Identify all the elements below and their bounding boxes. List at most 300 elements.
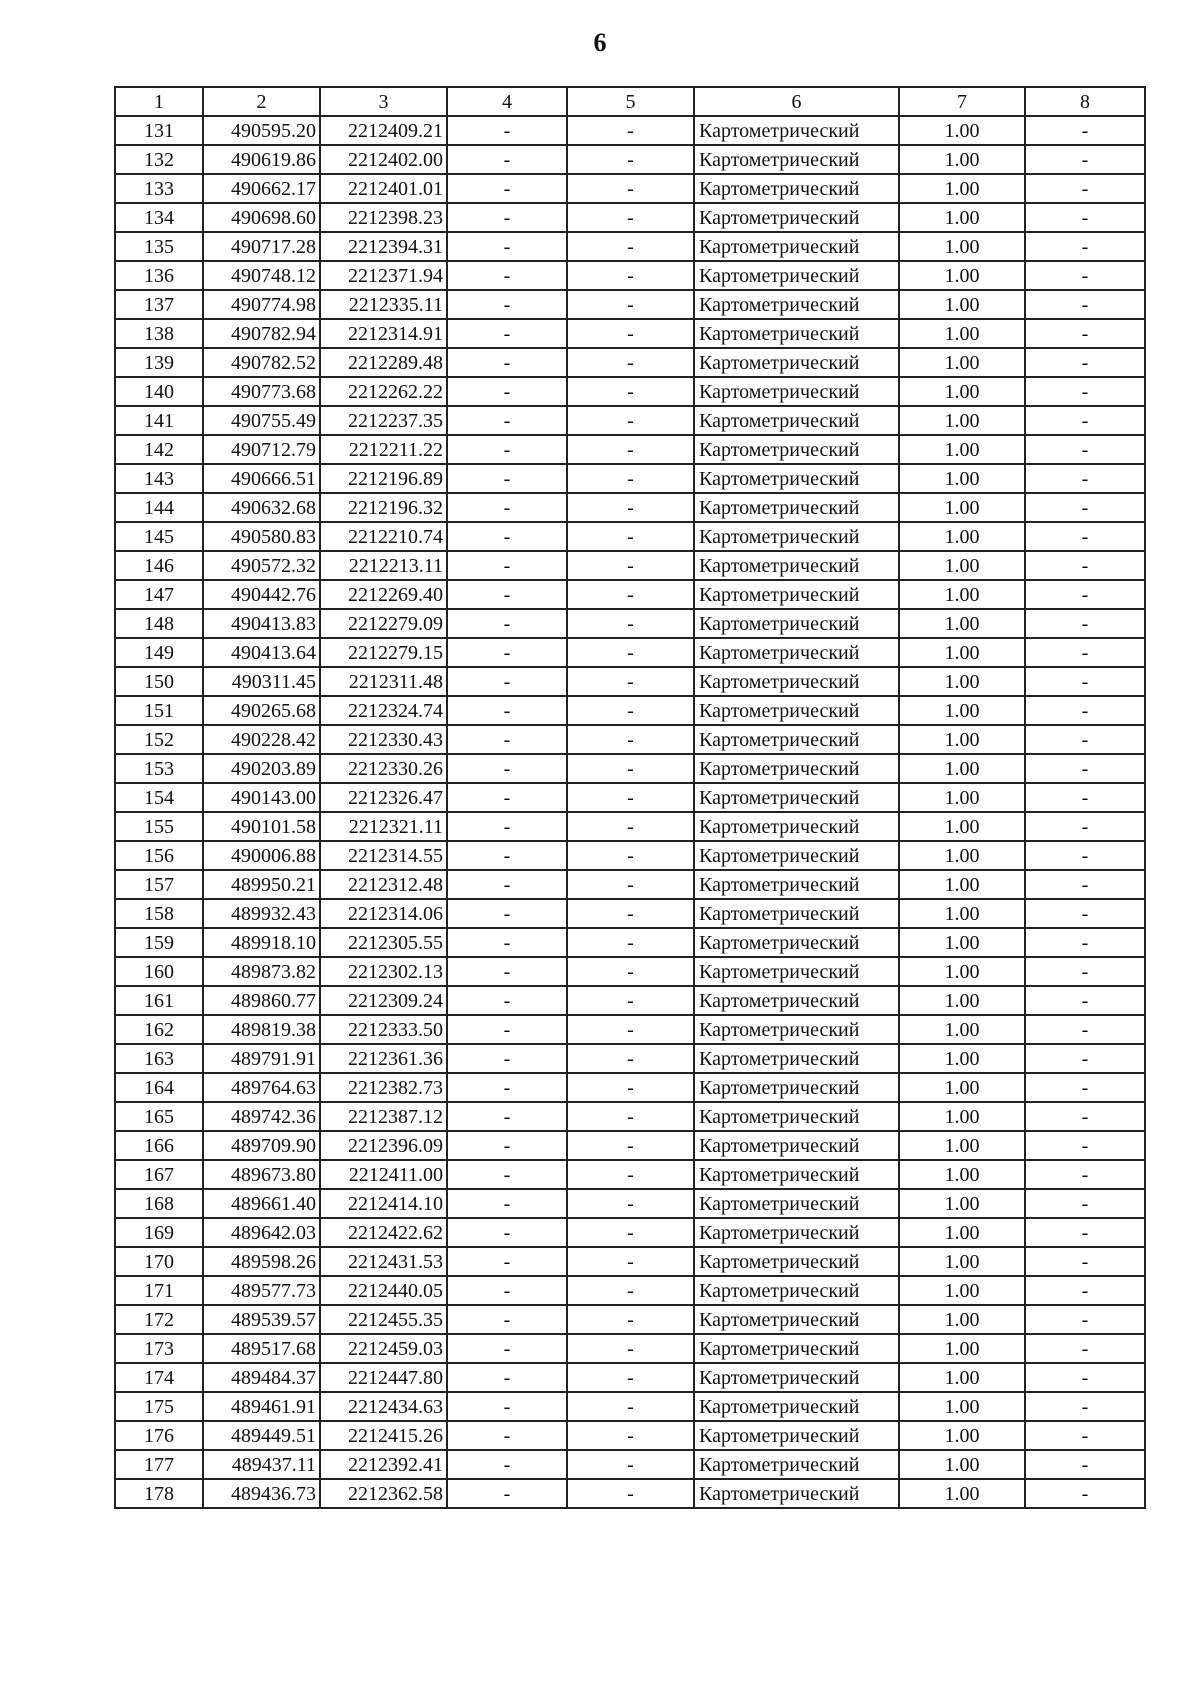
table-row [115, 899, 1145, 928]
column-5-cell: - [567, 1247, 694, 1276]
y-coordinate-cell: 2212279.09 [320, 609, 447, 638]
column-8-cell: - [1025, 928, 1145, 957]
column-5-cell: - [567, 696, 694, 725]
method-cell: Картометрический [694, 174, 899, 203]
x-coordinate-cell: 489577.73 [203, 1276, 320, 1305]
header-row [115, 87, 1145, 116]
method-cell: Картометрический [694, 609, 899, 638]
method-cell: Картометрический [694, 203, 899, 232]
method-cell: Картометрический [694, 986, 899, 1015]
column-5-cell: - [567, 1450, 694, 1479]
point-number-cell: 159 [115, 928, 203, 957]
point-number-cell: 148 [115, 609, 203, 638]
column-5-cell: - [567, 899, 694, 928]
x-coordinate-cell: 490413.83 [203, 609, 320, 638]
column-5-cell: - [567, 928, 694, 957]
y-coordinate-cell: 2212269.40 [320, 580, 447, 609]
accuracy-cell: 1.00 [899, 406, 1025, 435]
column-5-cell: - [567, 406, 694, 435]
method-cell: Картометрический [694, 1334, 899, 1363]
table-row [115, 580, 1145, 609]
column-4-cell: - [447, 116, 567, 145]
accuracy-cell: 1.00 [899, 1102, 1025, 1131]
point-number-cell: 147 [115, 580, 203, 609]
column-8-cell: - [1025, 319, 1145, 348]
column-5-cell: - [567, 1160, 694, 1189]
y-coordinate-cell: 2212326.47 [320, 783, 447, 812]
column-8-cell: - [1025, 348, 1145, 377]
method-cell: Картометрический [694, 1450, 899, 1479]
method-cell: Картометрический [694, 348, 899, 377]
y-coordinate-cell: 2212196.89 [320, 464, 447, 493]
method-cell: Картометрический [694, 435, 899, 464]
x-coordinate-cell: 489449.51 [203, 1421, 320, 1450]
table-row [115, 725, 1145, 754]
point-number-cell: 160 [115, 957, 203, 986]
table-row [115, 841, 1145, 870]
column-4-cell: - [447, 1247, 567, 1276]
x-coordinate-cell: 489860.77 [203, 986, 320, 1015]
y-coordinate-cell: 2212211.22 [320, 435, 447, 464]
column-8-cell: - [1025, 696, 1145, 725]
point-number-cell: 157 [115, 870, 203, 899]
column-5-cell: - [567, 1189, 694, 1218]
column-header-7: 7 [899, 87, 1025, 116]
column-4-cell: - [447, 1102, 567, 1131]
column-4-cell: - [447, 841, 567, 870]
table-row [115, 1044, 1145, 1073]
column-4-cell: - [447, 406, 567, 435]
column-4-cell: - [447, 754, 567, 783]
column-8-cell: - [1025, 377, 1145, 406]
point-number-cell: 135 [115, 232, 203, 261]
accuracy-cell: 1.00 [899, 812, 1025, 841]
column-4-cell: - [447, 1276, 567, 1305]
column-4-cell: - [447, 377, 567, 406]
method-cell: Картометрический [694, 232, 899, 261]
column-8-cell: - [1025, 116, 1145, 145]
column-8-cell: - [1025, 1189, 1145, 1218]
table-row [115, 435, 1145, 464]
accuracy-cell: 1.00 [899, 435, 1025, 464]
column-4-cell: - [447, 899, 567, 928]
method-cell: Картометрический [694, 1015, 899, 1044]
column-5-cell: - [567, 725, 694, 754]
column-4-cell: - [447, 522, 567, 551]
column-8-cell: - [1025, 1450, 1145, 1479]
column-5-cell: - [567, 1363, 694, 1392]
point-number-cell: 131 [115, 116, 203, 145]
method-cell: Картометрический [694, 1363, 899, 1392]
column-4-cell: - [447, 290, 567, 319]
method-cell: Картометрический [694, 812, 899, 841]
x-coordinate-cell: 490662.17 [203, 174, 320, 203]
column-5-cell: - [567, 667, 694, 696]
x-coordinate-cell: 489932.43 [203, 899, 320, 928]
x-coordinate-cell: 489437.11 [203, 1450, 320, 1479]
column-header-8: 8 [1025, 87, 1145, 116]
x-coordinate-cell: 490572.32 [203, 551, 320, 580]
column-8-cell: - [1025, 1102, 1145, 1131]
accuracy-cell: 1.00 [899, 928, 1025, 957]
accuracy-cell: 1.00 [899, 145, 1025, 174]
point-number-cell: 146 [115, 551, 203, 580]
column-8-cell: - [1025, 1131, 1145, 1160]
column-8-cell: - [1025, 1421, 1145, 1450]
accuracy-cell: 1.00 [899, 783, 1025, 812]
table-row [115, 812, 1145, 841]
column-8-cell: - [1025, 1305, 1145, 1334]
accuracy-cell: 1.00 [899, 1421, 1025, 1450]
y-coordinate-cell: 2212279.15 [320, 638, 447, 667]
table-row [115, 1421, 1145, 1450]
y-coordinate-cell: 2212415.26 [320, 1421, 447, 1450]
x-coordinate-cell: 490311.45 [203, 667, 320, 696]
table-row [115, 638, 1145, 667]
column-5-cell: - [567, 580, 694, 609]
column-5-cell: - [567, 1421, 694, 1450]
column-8-cell: - [1025, 986, 1145, 1015]
x-coordinate-cell: 489819.38 [203, 1015, 320, 1044]
column-5-cell: - [567, 551, 694, 580]
accuracy-cell: 1.00 [899, 261, 1025, 290]
table-header [115, 87, 1145, 116]
x-coordinate-cell: 490782.52 [203, 348, 320, 377]
y-coordinate-cell: 2212333.50 [320, 1015, 447, 1044]
table-row [115, 667, 1145, 696]
point-number-cell: 162 [115, 1015, 203, 1044]
y-coordinate-cell: 2212440.05 [320, 1276, 447, 1305]
column-4-cell: - [447, 145, 567, 174]
x-coordinate-cell: 489673.80 [203, 1160, 320, 1189]
y-coordinate-cell: 2212455.35 [320, 1305, 447, 1334]
accuracy-cell: 1.00 [899, 1015, 1025, 1044]
column-5-cell: - [567, 145, 694, 174]
x-coordinate-cell: 489484.37 [203, 1363, 320, 1392]
column-5-cell: - [567, 754, 694, 783]
column-header-1: 1 [115, 87, 203, 116]
column-4-cell: - [447, 783, 567, 812]
table-row [115, 1218, 1145, 1247]
method-cell: Картометрический [694, 638, 899, 667]
accuracy-cell: 1.00 [899, 1044, 1025, 1073]
column-5-cell: - [567, 522, 694, 551]
column-5-cell: - [567, 1305, 694, 1334]
column-5-cell: - [567, 348, 694, 377]
x-coordinate-cell: 490755.49 [203, 406, 320, 435]
column-8-cell: - [1025, 725, 1145, 754]
column-8-cell: - [1025, 406, 1145, 435]
point-number-cell: 172 [115, 1305, 203, 1334]
table-row [115, 1363, 1145, 1392]
table-row [115, 174, 1145, 203]
method-cell: Картометрический [694, 1218, 899, 1247]
column-5-cell: - [567, 1131, 694, 1160]
point-number-cell: 133 [115, 174, 203, 203]
x-coordinate-cell: 490442.76 [203, 580, 320, 609]
table-row [115, 145, 1145, 174]
table-row [115, 464, 1145, 493]
column-header-4: 4 [447, 87, 567, 116]
x-coordinate-cell: 490619.86 [203, 145, 320, 174]
method-cell: Картометрический [694, 696, 899, 725]
accuracy-cell: 1.00 [899, 667, 1025, 696]
method-cell: Картометрический [694, 406, 899, 435]
column-5-cell: - [567, 870, 694, 899]
method-cell: Картометрический [694, 1276, 899, 1305]
column-8-cell: - [1025, 551, 1145, 580]
x-coordinate-cell: 489642.03 [203, 1218, 320, 1247]
accuracy-cell: 1.00 [899, 348, 1025, 377]
column-8-cell: - [1025, 812, 1145, 841]
point-number-cell: 152 [115, 725, 203, 754]
y-coordinate-cell: 2212459.03 [320, 1334, 447, 1363]
y-coordinate-cell: 2212431.53 [320, 1247, 447, 1276]
column-8-cell: - [1025, 841, 1145, 870]
accuracy-cell: 1.00 [899, 1131, 1025, 1160]
column-4-cell: - [447, 1073, 567, 1102]
table-row [115, 696, 1145, 725]
column-5-cell: - [567, 435, 694, 464]
accuracy-cell: 1.00 [899, 580, 1025, 609]
column-4-cell: - [447, 232, 567, 261]
column-4-cell: - [447, 928, 567, 957]
y-coordinate-cell: 2212402.00 [320, 145, 447, 174]
x-coordinate-cell: 489436.73 [203, 1479, 320, 1508]
x-coordinate-cell: 489873.82 [203, 957, 320, 986]
y-coordinate-cell: 2212411.00 [320, 1160, 447, 1189]
column-5-cell: - [567, 464, 694, 493]
column-8-cell: - [1025, 580, 1145, 609]
accuracy-cell: 1.00 [899, 841, 1025, 870]
y-coordinate-cell: 2212262.22 [320, 377, 447, 406]
method-cell: Картометрический [694, 145, 899, 174]
page-number: 6 [593, 28, 607, 57]
method-cell: Картометрический [694, 1189, 899, 1218]
column-4-cell: - [447, 464, 567, 493]
table-row [115, 1392, 1145, 1421]
point-number-cell: 140 [115, 377, 203, 406]
column-4-cell: - [447, 725, 567, 754]
y-coordinate-cell: 2212210.74 [320, 522, 447, 551]
point-number-cell: 175 [115, 1392, 203, 1421]
x-coordinate-cell: 489517.68 [203, 1334, 320, 1363]
point-number-cell: 176 [115, 1421, 203, 1450]
table-row [115, 609, 1145, 638]
column-8-cell: - [1025, 232, 1145, 261]
x-coordinate-cell: 489764.63 [203, 1073, 320, 1102]
table-row [115, 1160, 1145, 1189]
method-cell: Картометрический [694, 1073, 899, 1102]
point-number-cell: 153 [115, 754, 203, 783]
column-4-cell: - [447, 1450, 567, 1479]
table-row [115, 928, 1145, 957]
accuracy-cell: 1.00 [899, 551, 1025, 580]
accuracy-cell: 1.00 [899, 696, 1025, 725]
column-4-cell: - [447, 986, 567, 1015]
column-header-3: 3 [320, 87, 447, 116]
accuracy-cell: 1.00 [899, 1450, 1025, 1479]
x-coordinate-cell: 489791.91 [203, 1044, 320, 1073]
column-8-cell: - [1025, 493, 1145, 522]
table-row [115, 1131, 1145, 1160]
method-cell: Картометрический [694, 1392, 899, 1421]
table-row [115, 957, 1145, 986]
accuracy-cell: 1.00 [899, 870, 1025, 899]
y-coordinate-cell: 2212387.12 [320, 1102, 447, 1131]
y-coordinate-cell: 2212447.80 [320, 1363, 447, 1392]
y-coordinate-cell: 2212394.31 [320, 232, 447, 261]
column-5-cell: - [567, 290, 694, 319]
table-row [115, 203, 1145, 232]
column-5-cell: - [567, 319, 694, 348]
x-coordinate-cell: 490632.68 [203, 493, 320, 522]
table-row [115, 1073, 1145, 1102]
table-row [115, 870, 1145, 899]
column-5-cell: - [567, 203, 694, 232]
accuracy-cell: 1.00 [899, 377, 1025, 406]
column-header-6: 6 [694, 87, 899, 116]
column-4-cell: - [447, 667, 567, 696]
column-8-cell: - [1025, 261, 1145, 290]
column-8-cell: - [1025, 290, 1145, 319]
x-coordinate-cell: 489661.40 [203, 1189, 320, 1218]
method-cell: Картометрический [694, 1131, 899, 1160]
x-coordinate-cell: 490712.79 [203, 435, 320, 464]
column-8-cell: - [1025, 1392, 1145, 1421]
table-row [115, 1450, 1145, 1479]
accuracy-cell: 1.00 [899, 638, 1025, 667]
column-4-cell: - [447, 638, 567, 667]
accuracy-cell: 1.00 [899, 1334, 1025, 1363]
point-number-cell: 138 [115, 319, 203, 348]
table-row [115, 377, 1145, 406]
x-coordinate-cell: 489539.57 [203, 1305, 320, 1334]
column-8-cell: - [1025, 957, 1145, 986]
column-5-cell: - [567, 841, 694, 870]
column-5-cell: - [567, 1073, 694, 1102]
accuracy-cell: 1.00 [899, 1218, 1025, 1247]
method-cell: Картометрический [694, 319, 899, 348]
column-4-cell: - [447, 493, 567, 522]
column-5-cell: - [567, 1218, 694, 1247]
column-4-cell: - [447, 1131, 567, 1160]
y-coordinate-cell: 2212314.06 [320, 899, 447, 928]
method-cell: Картометрический [694, 841, 899, 870]
column-4-cell: - [447, 348, 567, 377]
point-number-cell: 137 [115, 290, 203, 319]
table-row [115, 261, 1145, 290]
accuracy-cell: 1.00 [899, 609, 1025, 638]
y-coordinate-cell: 2212305.55 [320, 928, 447, 957]
x-coordinate-cell: 489598.26 [203, 1247, 320, 1276]
column-4-cell: - [447, 580, 567, 609]
y-coordinate-cell: 2212422.62 [320, 1218, 447, 1247]
column-4-cell: - [447, 435, 567, 464]
table-row [115, 754, 1145, 783]
table-row [115, 1334, 1145, 1363]
accuracy-cell: 1.00 [899, 493, 1025, 522]
method-cell: Картометрический [694, 1247, 899, 1276]
y-coordinate-cell: 2212392.41 [320, 1450, 447, 1479]
table-row [115, 1015, 1145, 1044]
y-coordinate-cell: 2212371.94 [320, 261, 447, 290]
method-cell: Картометрический [694, 1479, 899, 1508]
column-4-cell: - [447, 696, 567, 725]
column-5-cell: - [567, 116, 694, 145]
column-4-cell: - [447, 1305, 567, 1334]
point-number-cell: 151 [115, 696, 203, 725]
table-row [115, 522, 1145, 551]
column-4-cell: - [447, 1015, 567, 1044]
y-coordinate-cell: 2212401.01 [320, 174, 447, 203]
accuracy-cell: 1.00 [899, 1160, 1025, 1189]
method-cell: Картометрический [694, 1160, 899, 1189]
accuracy-cell: 1.00 [899, 174, 1025, 203]
column-4-cell: - [447, 1392, 567, 1421]
column-8-cell: - [1025, 1334, 1145, 1363]
column-5-cell: - [567, 1015, 694, 1044]
column-4-cell: - [447, 1044, 567, 1073]
method-cell: Картометрический [694, 261, 899, 290]
column-8-cell: - [1025, 1479, 1145, 1508]
table-row [115, 551, 1145, 580]
x-coordinate-cell: 490143.00 [203, 783, 320, 812]
column-5-cell: - [567, 1334, 694, 1363]
column-5-cell: - [567, 174, 694, 203]
point-number-cell: 158 [115, 899, 203, 928]
column-4-cell: - [447, 812, 567, 841]
table-row [115, 783, 1145, 812]
x-coordinate-cell: 489918.10 [203, 928, 320, 957]
method-cell: Картометрический [694, 290, 899, 319]
y-coordinate-cell: 2212414.10 [320, 1189, 447, 1218]
column-4-cell: - [447, 1479, 567, 1508]
point-number-cell: 145 [115, 522, 203, 551]
y-coordinate-cell: 2212311.48 [320, 667, 447, 696]
column-5-cell: - [567, 638, 694, 667]
table-row [115, 1247, 1145, 1276]
column-5-cell: - [567, 1276, 694, 1305]
table-row [115, 1305, 1145, 1334]
table-row [115, 290, 1145, 319]
table-row [115, 493, 1145, 522]
point-number-cell: 142 [115, 435, 203, 464]
table-row [115, 116, 1145, 145]
column-5-cell: - [567, 1392, 694, 1421]
y-coordinate-cell: 2212309.24 [320, 986, 447, 1015]
y-coordinate-cell: 2212321.11 [320, 812, 447, 841]
method-cell: Картометрический [694, 1421, 899, 1450]
column-8-cell: - [1025, 667, 1145, 696]
method-cell: Картометрический [694, 725, 899, 754]
column-8-cell: - [1025, 1363, 1145, 1392]
x-coordinate-cell: 489742.36 [203, 1102, 320, 1131]
point-number-cell: 163 [115, 1044, 203, 1073]
column-8-cell: - [1025, 522, 1145, 551]
x-coordinate-cell: 490717.28 [203, 232, 320, 261]
x-coordinate-cell: 489950.21 [203, 870, 320, 899]
accuracy-cell: 1.00 [899, 1189, 1025, 1218]
y-coordinate-cell: 2212362.58 [320, 1479, 447, 1508]
column-5-cell: - [567, 1102, 694, 1131]
column-header-2: 2 [203, 87, 320, 116]
point-number-cell: 150 [115, 667, 203, 696]
accuracy-cell: 1.00 [899, 899, 1025, 928]
x-coordinate-cell: 490698.60 [203, 203, 320, 232]
column-5-cell: - [567, 812, 694, 841]
accuracy-cell: 1.00 [899, 1392, 1025, 1421]
